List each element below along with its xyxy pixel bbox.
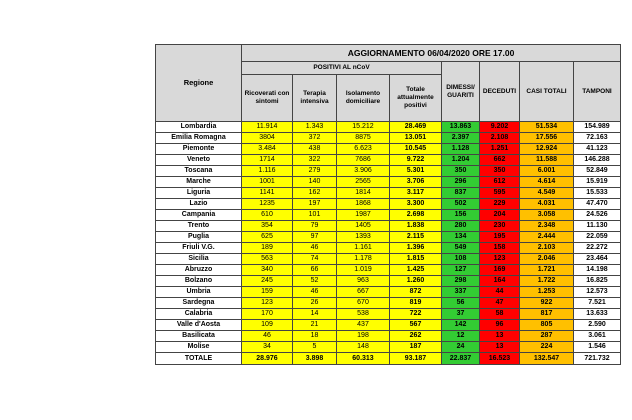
cell-isolamento: 198 (337, 331, 390, 342)
cell-dimessi: 837 (442, 188, 480, 199)
table-row (156, 166, 621, 177)
cell-ricoverati: 3804 (242, 133, 293, 144)
cell-deceduti: 229 (480, 199, 520, 210)
cell-isolamento: 3.906 (337, 166, 390, 177)
table-row (156, 342, 621, 353)
cell-dimessi: 108 (442, 254, 480, 265)
cell-region: Puglia (156, 232, 242, 243)
cell-terapia: 52 (293, 276, 337, 287)
cell-totale-positivi: 13.051 (390, 133, 442, 144)
cell-region: Veneto (156, 155, 242, 166)
cell-ricoverati: 1235 (242, 199, 293, 210)
cell-terapia: 322 (293, 155, 337, 166)
covid-report-table-container (155, 44, 621, 365)
cell-ricoverati: 1001 (242, 177, 293, 188)
cell-totale-positivi: 1.260 (390, 276, 442, 287)
cell-totale-positivi: 2.115 (390, 232, 442, 243)
cell-ricoverati: 109 (242, 320, 293, 331)
cell-dimessi: 56 (442, 298, 480, 309)
header-isolamento: Isolamento domiciliare (337, 75, 390, 122)
cell-totale-positivi: 187 (390, 342, 442, 353)
table-row (156, 188, 621, 199)
cell-region: Basilicata (156, 331, 242, 342)
cell-isolamento: 667 (337, 287, 390, 298)
cell-terapia: 26 (293, 298, 337, 309)
cell-tamponi: 1.546 (574, 342, 621, 353)
cell-totale-positivi: 872 (390, 287, 442, 298)
cell-tamponi: 2.590 (574, 320, 621, 331)
cell-dimessi: 502 (442, 199, 480, 210)
cell-dimessi: 337 (442, 287, 480, 298)
cell-ricoverati: 1.116 (242, 166, 293, 177)
cell-isolamento: 670 (337, 298, 390, 309)
cell-tamponi: 146.288 (574, 155, 621, 166)
cell-casi-totali: 2.103 (520, 243, 574, 254)
table-row (156, 276, 621, 287)
cell-ricoverati: 1141 (242, 188, 293, 199)
cell-dimessi: 24 (442, 342, 480, 353)
cell-terapia: 101 (293, 210, 337, 221)
table-row (156, 287, 621, 298)
cell-isolamento: 2565 (337, 177, 390, 188)
cell-totale-positivi: 3.117 (390, 188, 442, 199)
cell-totale-positivi: 2.698 (390, 210, 442, 221)
cell-tamponi: 14.198 (574, 265, 621, 276)
cell-deceduti: 612 (480, 177, 520, 188)
total-cell-dimessi: 22.837 (442, 353, 480, 365)
cell-terapia: 1.343 (293, 122, 337, 133)
cell-deceduti: 169 (480, 265, 520, 276)
cell-totale-positivi: 1.396 (390, 243, 442, 254)
header-regione: Regione (156, 45, 242, 122)
cell-isolamento: 437 (337, 320, 390, 331)
total-cell-tamponi: 721.732 (574, 353, 621, 365)
cell-casi-totali: 817 (520, 309, 574, 320)
header-ricoverati: Ricoverati con sintomi (242, 75, 293, 122)
cell-dimessi: 13.863 (442, 122, 480, 133)
cell-tamponi: 22.272 (574, 243, 621, 254)
cell-isolamento: 963 (337, 276, 390, 287)
cell-totale-positivi: 1.838 (390, 221, 442, 232)
cell-terapia: 66 (293, 265, 337, 276)
cell-tamponi: 154.989 (574, 122, 621, 133)
cell-casi-totali: 4.614 (520, 177, 574, 188)
cell-terapia: 279 (293, 166, 337, 177)
cell-totale-positivi: 722 (390, 309, 442, 320)
cell-casi-totali: 6.001 (520, 166, 574, 177)
cell-casi-totali: 224 (520, 342, 574, 353)
cell-deceduti: 58 (480, 309, 520, 320)
cell-deceduti: 164 (480, 276, 520, 287)
cell-tamponi: 24.526 (574, 210, 621, 221)
cell-region: Calabria (156, 309, 242, 320)
cell-ricoverati: 11.914 (242, 122, 293, 133)
cell-dimessi: 12 (442, 331, 480, 342)
cell-region: Marche (156, 177, 242, 188)
cell-casi-totali: 11.588 (520, 155, 574, 166)
table-row (156, 309, 621, 320)
cell-terapia: 372 (293, 133, 337, 144)
cell-ricoverati: 34 (242, 342, 293, 353)
cell-terapia: 97 (293, 232, 337, 243)
cell-tamponi: 3.061 (574, 331, 621, 342)
header-totale-positivi: Totale attualmente positivi (390, 75, 442, 122)
cell-isolamento: 538 (337, 309, 390, 320)
table-row (156, 320, 621, 331)
cell-isolamento: 148 (337, 342, 390, 353)
cell-tamponi: 15.533 (574, 188, 621, 199)
total-cell-isolamento: 60.313 (337, 353, 390, 365)
cell-dimessi: 2.397 (442, 133, 480, 144)
cell-dimessi: 298 (442, 276, 480, 287)
cell-dimessi: 156 (442, 210, 480, 221)
cell-tamponi: 52.849 (574, 166, 621, 177)
cell-casi-totali: 4.031 (520, 199, 574, 210)
cell-region: Bolzano (156, 276, 242, 287)
cell-deceduti: 195 (480, 232, 520, 243)
cell-region: Toscana (156, 166, 242, 177)
cell-dimessi: 549 (442, 243, 480, 254)
cell-isolamento: 8875 (337, 133, 390, 144)
header-dimessi: DIMESSI/ GUARITI (442, 62, 480, 122)
cell-dimessi: 280 (442, 221, 480, 232)
header-tamponi: TAMPONI (574, 62, 621, 122)
cell-totale-positivi: 1.815 (390, 254, 442, 265)
cell-ricoverati: 189 (242, 243, 293, 254)
cell-deceduti: 204 (480, 210, 520, 221)
cell-totale-positivi: 3.706 (390, 177, 442, 188)
cell-deceduti: 47 (480, 298, 520, 309)
cell-ricoverati: 3.484 (242, 144, 293, 155)
cell-casi-totali: 287 (520, 331, 574, 342)
cell-tamponi: 15.919 (574, 177, 621, 188)
cell-casi-totali: 17.556 (520, 133, 574, 144)
cell-casi-totali: 2.444 (520, 232, 574, 243)
cell-deceduti: 662 (480, 155, 520, 166)
cell-isolamento: 7686 (337, 155, 390, 166)
cell-totale-positivi: 567 (390, 320, 442, 331)
cell-region: Valle d'Aosta (156, 320, 242, 331)
header-deceduti: DECEDUTI (480, 62, 520, 122)
table-row (156, 133, 621, 144)
total-cell-ricoverati: 28.976 (242, 353, 293, 365)
cell-casi-totali: 2.348 (520, 221, 574, 232)
table-body (156, 122, 621, 365)
table-row (156, 122, 621, 133)
cell-region: Campania (156, 210, 242, 221)
cell-region: Lazio (156, 199, 242, 210)
cell-isolamento: 1987 (337, 210, 390, 221)
total-cell-deceduti: 16.523 (480, 353, 520, 365)
cell-isolamento: 6.623 (337, 144, 390, 155)
table-row (156, 177, 621, 188)
cell-isolamento: 15.212 (337, 122, 390, 133)
cell-totale-positivi: 28.469 (390, 122, 442, 133)
cell-tamponi: 16.825 (574, 276, 621, 287)
cell-terapia: 18 (293, 331, 337, 342)
total-cell-totale-positivi: 93.187 (390, 353, 442, 365)
cell-totale-positivi: 819 (390, 298, 442, 309)
cell-deceduti: 44 (480, 287, 520, 298)
cell-isolamento: 1868 (337, 199, 390, 210)
cell-terapia: 438 (293, 144, 337, 155)
cell-terapia: 46 (293, 243, 337, 254)
cell-casi-totali: 1.722 (520, 276, 574, 287)
cell-casi-totali: 51.534 (520, 122, 574, 133)
cell-ricoverati: 159 (242, 287, 293, 298)
cell-terapia: 140 (293, 177, 337, 188)
cell-deceduti: 595 (480, 188, 520, 199)
table-row (156, 298, 621, 309)
cell-tamponi: 23.464 (574, 254, 621, 265)
cell-dimessi: 1.128 (442, 144, 480, 155)
cell-dimessi: 37 (442, 309, 480, 320)
cell-casi-totali: 2.046 (520, 254, 574, 265)
cell-casi-totali: 1.253 (520, 287, 574, 298)
header-positivi-group: POSITIVI AL nCoV (242, 62, 442, 75)
cell-tamponi: 12.573 (574, 287, 621, 298)
cell-ricoverati: 170 (242, 309, 293, 320)
cell-deceduti: 123 (480, 254, 520, 265)
table-row (156, 210, 621, 221)
cell-dimessi: 134 (442, 232, 480, 243)
table-row (156, 254, 621, 265)
cell-dimessi: 296 (442, 177, 480, 188)
cell-deceduti: 350 (480, 166, 520, 177)
cell-dimessi: 350 (442, 166, 480, 177)
cell-casi-totali: 12.924 (520, 144, 574, 155)
cell-deceduti: 9.202 (480, 122, 520, 133)
cell-isolamento: 1814 (337, 188, 390, 199)
table-row (156, 155, 621, 166)
cell-tamponi: 11.130 (574, 221, 621, 232)
cell-dimessi: 1.204 (442, 155, 480, 166)
cell-terapia: 162 (293, 188, 337, 199)
cell-totale-positivi: 5.301 (390, 166, 442, 177)
cell-deceduti: 2.108 (480, 133, 520, 144)
cell-tamponi: 13.633 (574, 309, 621, 320)
cell-region: Emilia Romagna (156, 133, 242, 144)
cell-ricoverati: 610 (242, 210, 293, 221)
cell-region: Molise (156, 342, 242, 353)
cell-tamponi: 47.470 (574, 199, 621, 210)
cell-terapia: 21 (293, 320, 337, 331)
cell-region: Trento (156, 221, 242, 232)
cell-casi-totali: 4.549 (520, 188, 574, 199)
cell-ricoverati: 354 (242, 221, 293, 232)
cell-terapia: 74 (293, 254, 337, 265)
covid-report-table (155, 44, 621, 365)
table-row (156, 331, 621, 342)
cell-casi-totali: 1.721 (520, 265, 574, 276)
cell-casi-totali: 922 (520, 298, 574, 309)
cell-terapia: 46 (293, 287, 337, 298)
cell-tamponi: 41.123 (574, 144, 621, 155)
cell-terapia: 14 (293, 309, 337, 320)
cell-region: Lombardia (156, 122, 242, 133)
cell-region: Friuli V.G. (156, 243, 242, 254)
cell-region: Sardegna (156, 298, 242, 309)
cell-totale-positivi: 262 (390, 331, 442, 342)
cell-totale-positivi: 9.722 (390, 155, 442, 166)
cell-terapia: 197 (293, 199, 337, 210)
cell-dimessi: 127 (442, 265, 480, 276)
cell-ricoverati: 46 (242, 331, 293, 342)
cell-dimessi: 142 (442, 320, 480, 331)
cell-region: Sicilia (156, 254, 242, 265)
table-row (156, 144, 621, 155)
cell-isolamento: 1.019 (337, 265, 390, 276)
cell-region: Piemonte (156, 144, 242, 155)
cell-ricoverati: 123 (242, 298, 293, 309)
header-terapia: Terapia intensiva (293, 75, 337, 122)
cell-terapia: 5 (293, 342, 337, 353)
cell-ricoverati: 563 (242, 254, 293, 265)
cell-region: Umbria (156, 287, 242, 298)
table-row (156, 265, 621, 276)
table-row (156, 243, 621, 254)
cell-tamponi: 72.163 (574, 133, 621, 144)
cell-deceduti: 96 (480, 320, 520, 331)
cell-deceduti: 230 (480, 221, 520, 232)
cell-isolamento: 1393 (337, 232, 390, 243)
cell-ricoverati: 625 (242, 232, 293, 243)
table-row (156, 199, 621, 210)
cell-region: Abruzzo (156, 265, 242, 276)
cell-tamponi: 22.059 (574, 232, 621, 243)
total-cell-casi-totali: 132.547 (520, 353, 574, 365)
totals-row (156, 353, 621, 365)
table-row (156, 232, 621, 243)
cell-tamponi: 7.521 (574, 298, 621, 309)
cell-isolamento: 1405 (337, 221, 390, 232)
cell-totale-positivi: 10.545 (390, 144, 442, 155)
cell-casi-totali: 805 (520, 320, 574, 331)
cell-casi-totali: 3.058 (520, 210, 574, 221)
total-cell-region: TOTALE (156, 353, 242, 365)
cell-isolamento: 1.161 (337, 243, 390, 254)
cell-deceduti: 13 (480, 342, 520, 353)
header-casi-totali: CASI TOTALI (520, 62, 574, 122)
cell-terapia: 79 (293, 221, 337, 232)
cell-totale-positivi: 3.300 (390, 199, 442, 210)
cell-ricoverati: 245 (242, 276, 293, 287)
cell-isolamento: 1.178 (337, 254, 390, 265)
cell-ricoverati: 340 (242, 265, 293, 276)
cell-ricoverati: 1714 (242, 155, 293, 166)
total-cell-terapia: 3.898 (293, 353, 337, 365)
table-row (156, 221, 621, 232)
cell-deceduti: 1.251 (480, 144, 520, 155)
cell-totale-positivi: 1.425 (390, 265, 442, 276)
cell-region: Liguria (156, 188, 242, 199)
cell-deceduti: 158 (480, 243, 520, 254)
cell-deceduti: 13 (480, 331, 520, 342)
update-banner: AGGIORNAMENTO 06/04/2020 ORE 17.00 (242, 45, 621, 62)
